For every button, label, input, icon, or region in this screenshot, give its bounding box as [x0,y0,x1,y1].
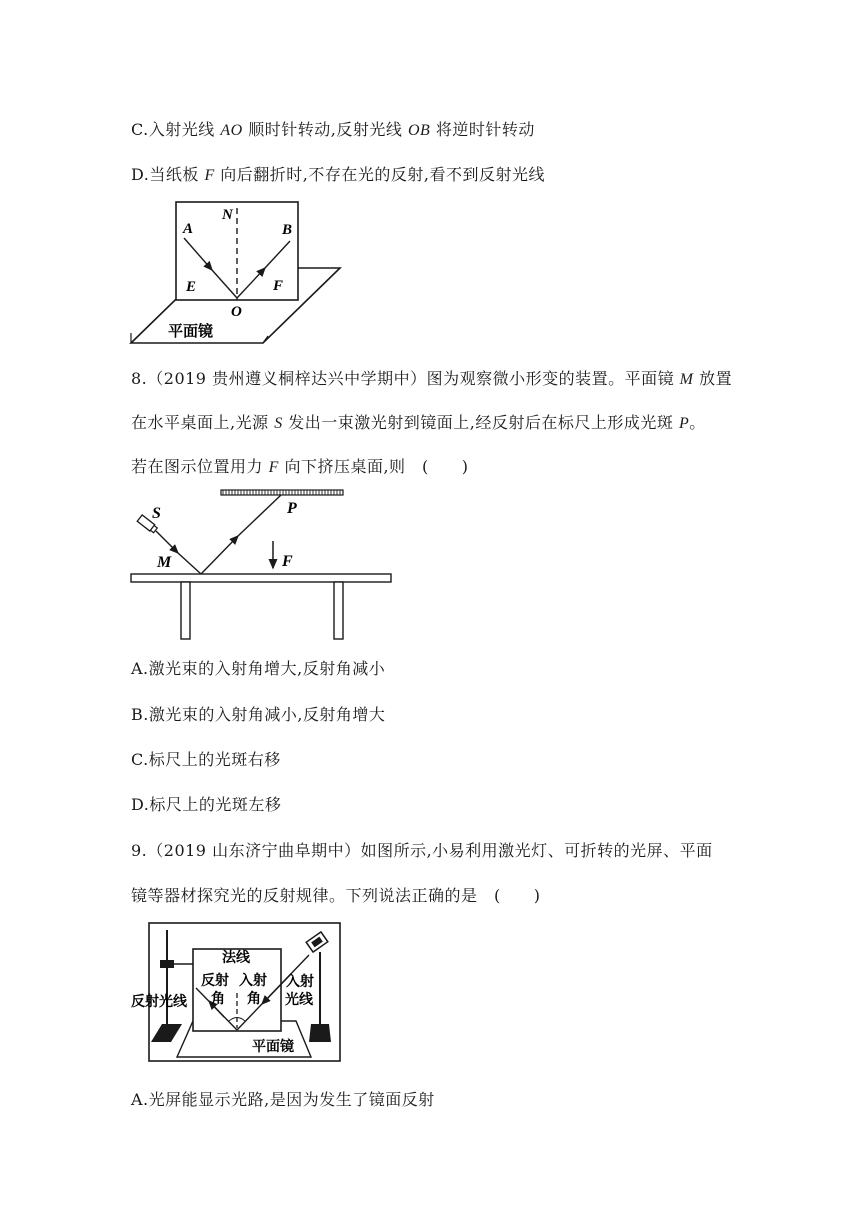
q8-stem-2: 在水平桌面上,光源 S 发出一束激光射到镜面上,经反射后在标尺上形成光斑 P。 [131,413,706,432]
q8-stem-1: 8.（2019 贵州遵义桐梓达兴中学期中）图为观察微小形变的装置。平面镜 M 放置 [131,369,733,388]
label-a: A [183,221,194,237]
label-p: P [287,500,297,517]
label-o: O [231,304,242,320]
label-refl-angle-2: 角 [211,991,225,1007]
label-inc-ray-2: 光线 [285,992,313,1008]
label-n: N [222,207,233,223]
label-refl-angle-1: 反射 [201,973,229,989]
label-inc-ray-1: 入射 [286,974,314,990]
label-inc-angle-1: 入射 [239,973,267,989]
q7-option-c: C.入射光线 AO 顺时针转动,反射光线 OB 将逆时针转动 [131,120,535,139]
q9-option-a: A.光屏能显示光路,是因为发生了镜面反射 [131,1090,435,1109]
q8-option-c: C.标尺上的光斑右移 [131,750,281,769]
q8-stem-3: 若在图示位置用力 F 向下挤压桌面,则 ( ) [131,457,469,476]
label-f: F [273,278,284,294]
q8-option-a: A.激光束的入射角增大,反射角减小 [131,659,386,678]
label-plane-mirror: 平面镜 [252,1039,294,1055]
q9-stem-2: 镜等器材探究光的反射规律。下列说法正确的是 ( ) [131,886,541,905]
label-refl-ray: 反射光线 [131,994,187,1010]
q9-stem-1: 9.（2019 山东济宁曲阜期中）如图所示,小易利用激光灯、可折转的光屏、平面 [131,841,713,860]
q8-option-d: D.标尺上的光斑左移 [131,795,282,814]
q7-option-d: D.当纸板 F 向后翻折时,不存在光的反射,看不到反射光线 [131,165,545,184]
label-inc-angle-2: 角 [247,991,261,1007]
label-s: S [152,505,161,522]
label-force: F [282,553,293,570]
label-mirror: 平面镜 [168,322,214,340]
label-b: B [282,222,293,238]
label-m: M [157,554,172,571]
stand-base-right [309,1024,331,1042]
label-e: E [186,279,197,295]
q8-option-b: B.激光束的入射角减小,反射角增大 [131,705,386,724]
label-normal: 法线 [222,950,250,966]
